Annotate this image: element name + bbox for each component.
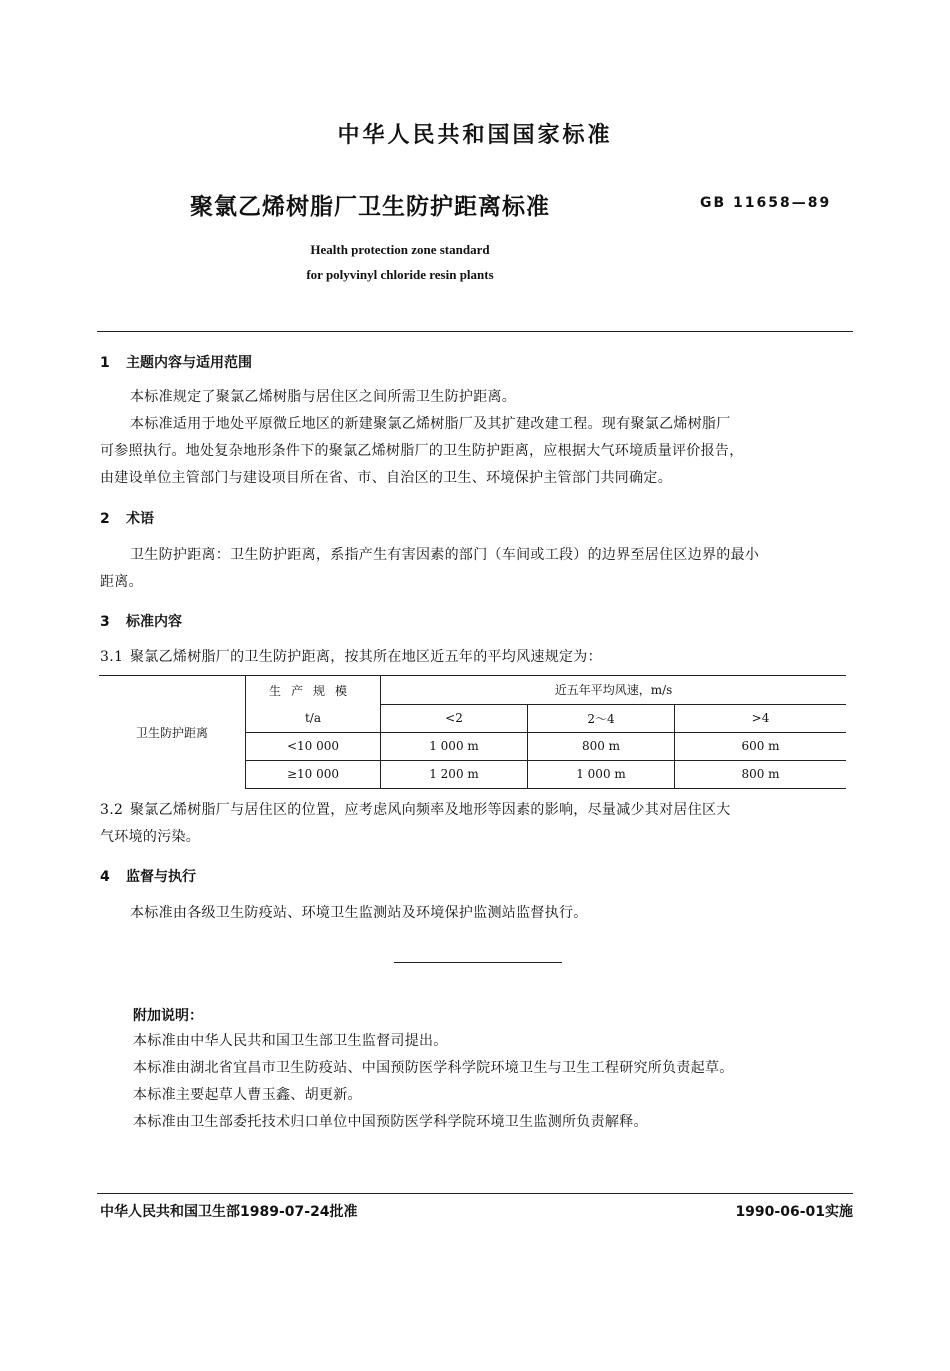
table-wind-col-2: 2～4 — [528, 704, 675, 732]
effective-date: 1990-06-01实施 — [735, 1204, 853, 1220]
national-standard-heading: 中华人民共和国国家标准 — [337, 123, 613, 148]
table-row-2-scale: ≥10 000 — [246, 760, 381, 788]
section-4-number: 4 — [100, 869, 110, 885]
section-1-paragraph-2-line-1: 本标准适用于地处平原微丘地区的新建聚氯乙烯树脂厂及其扩建改建工程。现有聚氯乙烯树脂厂 — [130, 416, 731, 432]
clause-3-2-text: 聚氯乙烯树脂厂与居住区的位置，应考虑风向频率及地形等因素的影响，尽量减少其对居住区大 — [130, 802, 731, 818]
appendix-line-2: 本标准由湖北省宜昌市卫生防疫站、中国预防医学科学院环境卫生与卫生工程研究所负责起草。 — [133, 1060, 734, 1076]
clause-3-1 — [100, 644, 602, 671]
document-title: 聚氯乙烯树脂厂卫生防护距离标准 — [190, 194, 550, 220]
clause-3-1-text: 聚氯乙烯树脂厂的卫生防护距离，按其所在地区近五年的平均风速规定为： — [130, 649, 602, 665]
appendix-heading: 附加说明： — [133, 1008, 203, 1024]
clause-3-1-number: 3.1 — [100, 649, 124, 665]
footer-rule — [97, 1193, 853, 1194]
section-3-title: 标准内容 — [126, 614, 182, 630]
standard-code: GB 11658—89 — [700, 195, 832, 211]
section-2-paragraph-line-2: 距离。 — [100, 574, 143, 590]
table-row-label: 卫生防护距离 — [99, 676, 246, 789]
section-1-title: 主题内容与适用范围 — [126, 355, 252, 371]
table-wind-col-1: <2 — [381, 704, 528, 732]
section-1-paragraph-1: 本标准规定了聚氯乙烯树脂与居住区之间所需卫生防护距离。 — [130, 389, 517, 405]
section-divider — [394, 962, 562, 963]
clause-3-2-number: 3.2 — [100, 802, 124, 818]
clause-3-2-line-1 — [100, 797, 731, 824]
english-title-line-2: for polyvinyl chloride resin plants — [306, 267, 494, 282]
table-scale-unit: t/a — [246, 704, 381, 732]
section-1-heading — [100, 352, 252, 372]
section-1-number: 1 — [100, 355, 110, 371]
table-row-1-scale: <10 000 — [246, 732, 381, 760]
header-rule — [97, 331, 853, 332]
section-1-paragraph-2-line-2: 可参照执行。地处复杂地形条件下的聚氯乙烯树脂厂的卫生防护距离，应根据大气环境质量评价报告， — [100, 443, 744, 459]
table-row-2-value-1: 1 200 m — [381, 760, 528, 788]
table-row-2-value-3: 800 m — [675, 760, 847, 788]
table-row-2-value-2: 1 000 m — [528, 760, 675, 788]
appendix-line-1: 本标准由中华人民共和国卫生部卫生监督司提出。 — [133, 1033, 448, 1049]
section-4-heading — [100, 866, 196, 886]
section-2-number: 2 — [100, 511, 110, 527]
table-wind-col-3: >4 — [675, 704, 847, 732]
table-wind-header: 近五年平均风速，m/s — [381, 676, 847, 705]
table-row-1-value-2: 800 m — [528, 732, 675, 760]
appendix-line-4: 本标准由卫生部委托技术归口单位中国预防医学科学院环境卫生监测所负责解释。 — [133, 1114, 648, 1130]
appendix-line-3: 本标准主要起草人曹玉鑫、胡更新。 — [133, 1087, 362, 1103]
section-2-heading — [100, 508, 154, 528]
section-4-paragraph: 本标准由各级卫生防疫站、环境卫生监测站及环境保护监测站监督执行。 — [130, 905, 588, 921]
clause-3-2-line-2: 气环境的污染。 — [100, 829, 201, 845]
table-row-1-value-1: 1 000 m — [381, 732, 528, 760]
section-4-title: 监督与执行 — [126, 869, 196, 885]
section-3-number: 3 — [100, 614, 110, 630]
section-1-paragraph-2-line-3: 由建设单位主管部门与建设项目所在省、市、自治区的卫生、环境保护主管部门共同确定。 — [100, 470, 672, 486]
approval-date: 中华人民共和国卫生部1989-07-24批准 — [100, 1204, 358, 1220]
english-title-line-1: Health protection zone standard — [310, 242, 490, 257]
section-2-paragraph-line-1: 卫生防护距离：卫生防护距离，系指产生有害因素的部门（车间或工段）的边界至居住区边界的最小 — [130, 547, 760, 563]
protection-distance-table — [99, 675, 846, 789]
table-row-1-value-3: 600 m — [675, 732, 847, 760]
section-3-heading — [100, 611, 182, 631]
table-scale-header: 生产规模 — [246, 676, 381, 705]
section-2-title: 术语 — [126, 511, 154, 527]
